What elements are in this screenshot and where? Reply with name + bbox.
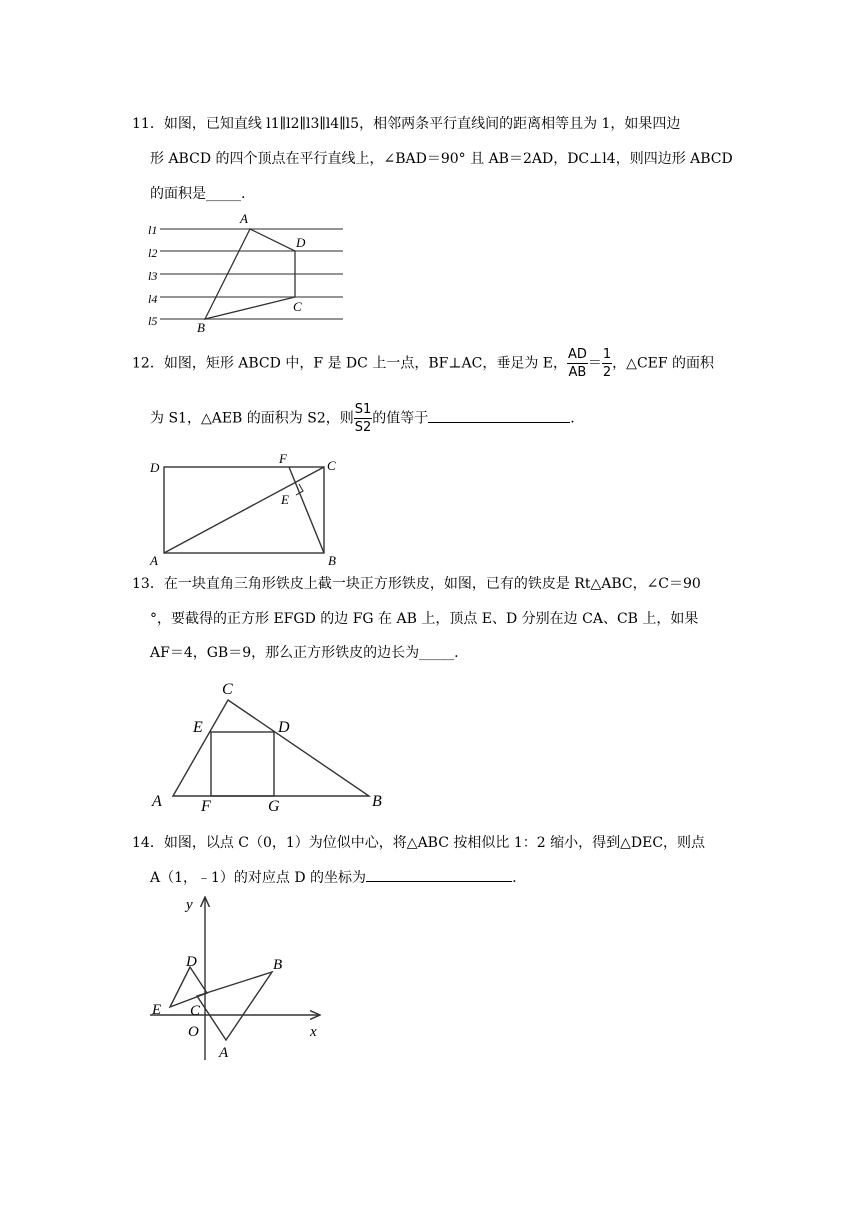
q13-label-G: G [268,798,280,812]
q11-label-C: C [293,299,302,314]
q11-label-D: D [296,235,306,250]
q14-label-E: E [152,1002,162,1018]
q13-label-A: A [152,793,162,810]
square-EFGD [211,732,274,796]
frac-den: AB [568,365,587,380]
q11-label-l3: l3 [148,269,158,283]
q13-line3: AF＝4，GB＝9，那么正方形铁皮的边长为_____. [150,645,459,661]
q11-number: 11． [132,116,164,132]
frac-equals: ＝ [587,355,602,372]
q14-answer-blank[interactable] [366,867,512,882]
q12-label-F: F [279,452,287,466]
q13-line1 [132,573,701,593]
q11-label-l2: l2 [148,246,158,260]
q11-label-l5: l5 [148,314,158,328]
q13-label-C: C [222,681,233,698]
q13-label-E: E [193,719,203,736]
q12-label-C: C [327,458,336,473]
q12-figure [145,452,345,570]
q12-text-1b: ，△CEF 的面积 [612,355,715,372]
q14-label-x: x [310,1024,317,1040]
q11-label-l4: l4 [148,292,158,306]
q12-line1 [132,346,714,381]
q12-fraction-s1-s2 [354,401,373,436]
q12-line2 [150,401,575,436]
triangle-ABC [173,700,369,796]
q12-label-E: E [281,492,289,507]
q12-fraction-ad-ab [567,346,588,381]
q14-line1 [132,832,705,852]
q14-number: 14． [132,835,164,851]
q11-line2: 形 ABCD 的四个顶点在平行直线上，∠BAD＝90° 且 AB＝2AD，DC⊥l4，则四边形 ABCD [150,151,733,167]
q14-label-B: B [273,957,283,973]
q12-fraction-one-half [602,346,612,381]
q13-figure [145,672,395,812]
q12-label-D: D [150,460,160,475]
q12-text-2a: 为 S1，△AEB 的面积为 S2，则 [150,410,354,427]
q12-period: . [570,410,575,427]
q13-label-D: D [278,719,290,736]
q11-line1 [132,113,680,133]
q12-number: 12． [132,355,164,372]
q13-line2: °，要截得的正方形 EFGD 的边 FG 在 AB 上，顶点 E、D 分别在边 CA、CB 上，如果 [150,611,699,627]
frac-num: 1 [602,347,612,362]
q14-figure [145,892,330,1062]
q13-number: 13． [132,576,164,592]
triangle-DEC [170,967,207,1007]
q12-label-A: A [150,553,158,568]
q11-label-B: B [197,320,205,335]
q12-answer-blank[interactable] [428,408,570,423]
q14-text-2: A（1，﹣1）的对应点 D 的坐标为 [150,870,367,886]
q12-label-B: B [328,553,336,568]
frac-den: 2 [602,365,612,380]
q14-label-y: y [186,897,193,913]
q14-label-C: C [190,1003,201,1019]
triangle-ABC [197,972,272,1040]
q14-label-D: D [186,954,197,970]
q12-text-2b: 的值等于 [372,410,429,427]
q13-text-1: 在一块直角三角形铁皮上截一块正方形铁皮，如图，已有的铁皮是 Rt△ABC，∠C＝90 [163,576,701,592]
q14-line2 [150,867,517,887]
q11-figure [140,208,350,336]
frac-num: AD [567,347,587,362]
q14-text-1: 如图，以点 C（0，1）为位似中心，将△ABC 按相似比 1：2 缩小，得到△DEC，则点 [163,835,706,851]
q13-label-F: F [201,798,211,812]
q14-period: . [512,870,517,886]
q13-label-B: B [372,793,382,810]
q14-label-A: A [219,1045,229,1061]
q14-label-O: O [188,1024,199,1040]
frac-num: S1 [354,402,372,417]
q11-line3: 的面积是_____. [150,186,246,202]
diagonal-AC [164,467,324,553]
q12-text-1a: 如图，矩形 ABCD 中，F 是 DC 上一点，BF⊥AC，垂足为 E， [163,355,567,372]
segment-BF [289,467,324,553]
q11-label-l1: l1 [148,223,158,237]
frac-den: S2 [354,420,372,435]
q11-text-1: 如图，已知直线 l1∥l2∥l3∥l4∥l5，相邻两条平行直线间的距离相等且为 1，如果四边 [163,116,681,132]
q11-label-A: A [240,211,248,226]
